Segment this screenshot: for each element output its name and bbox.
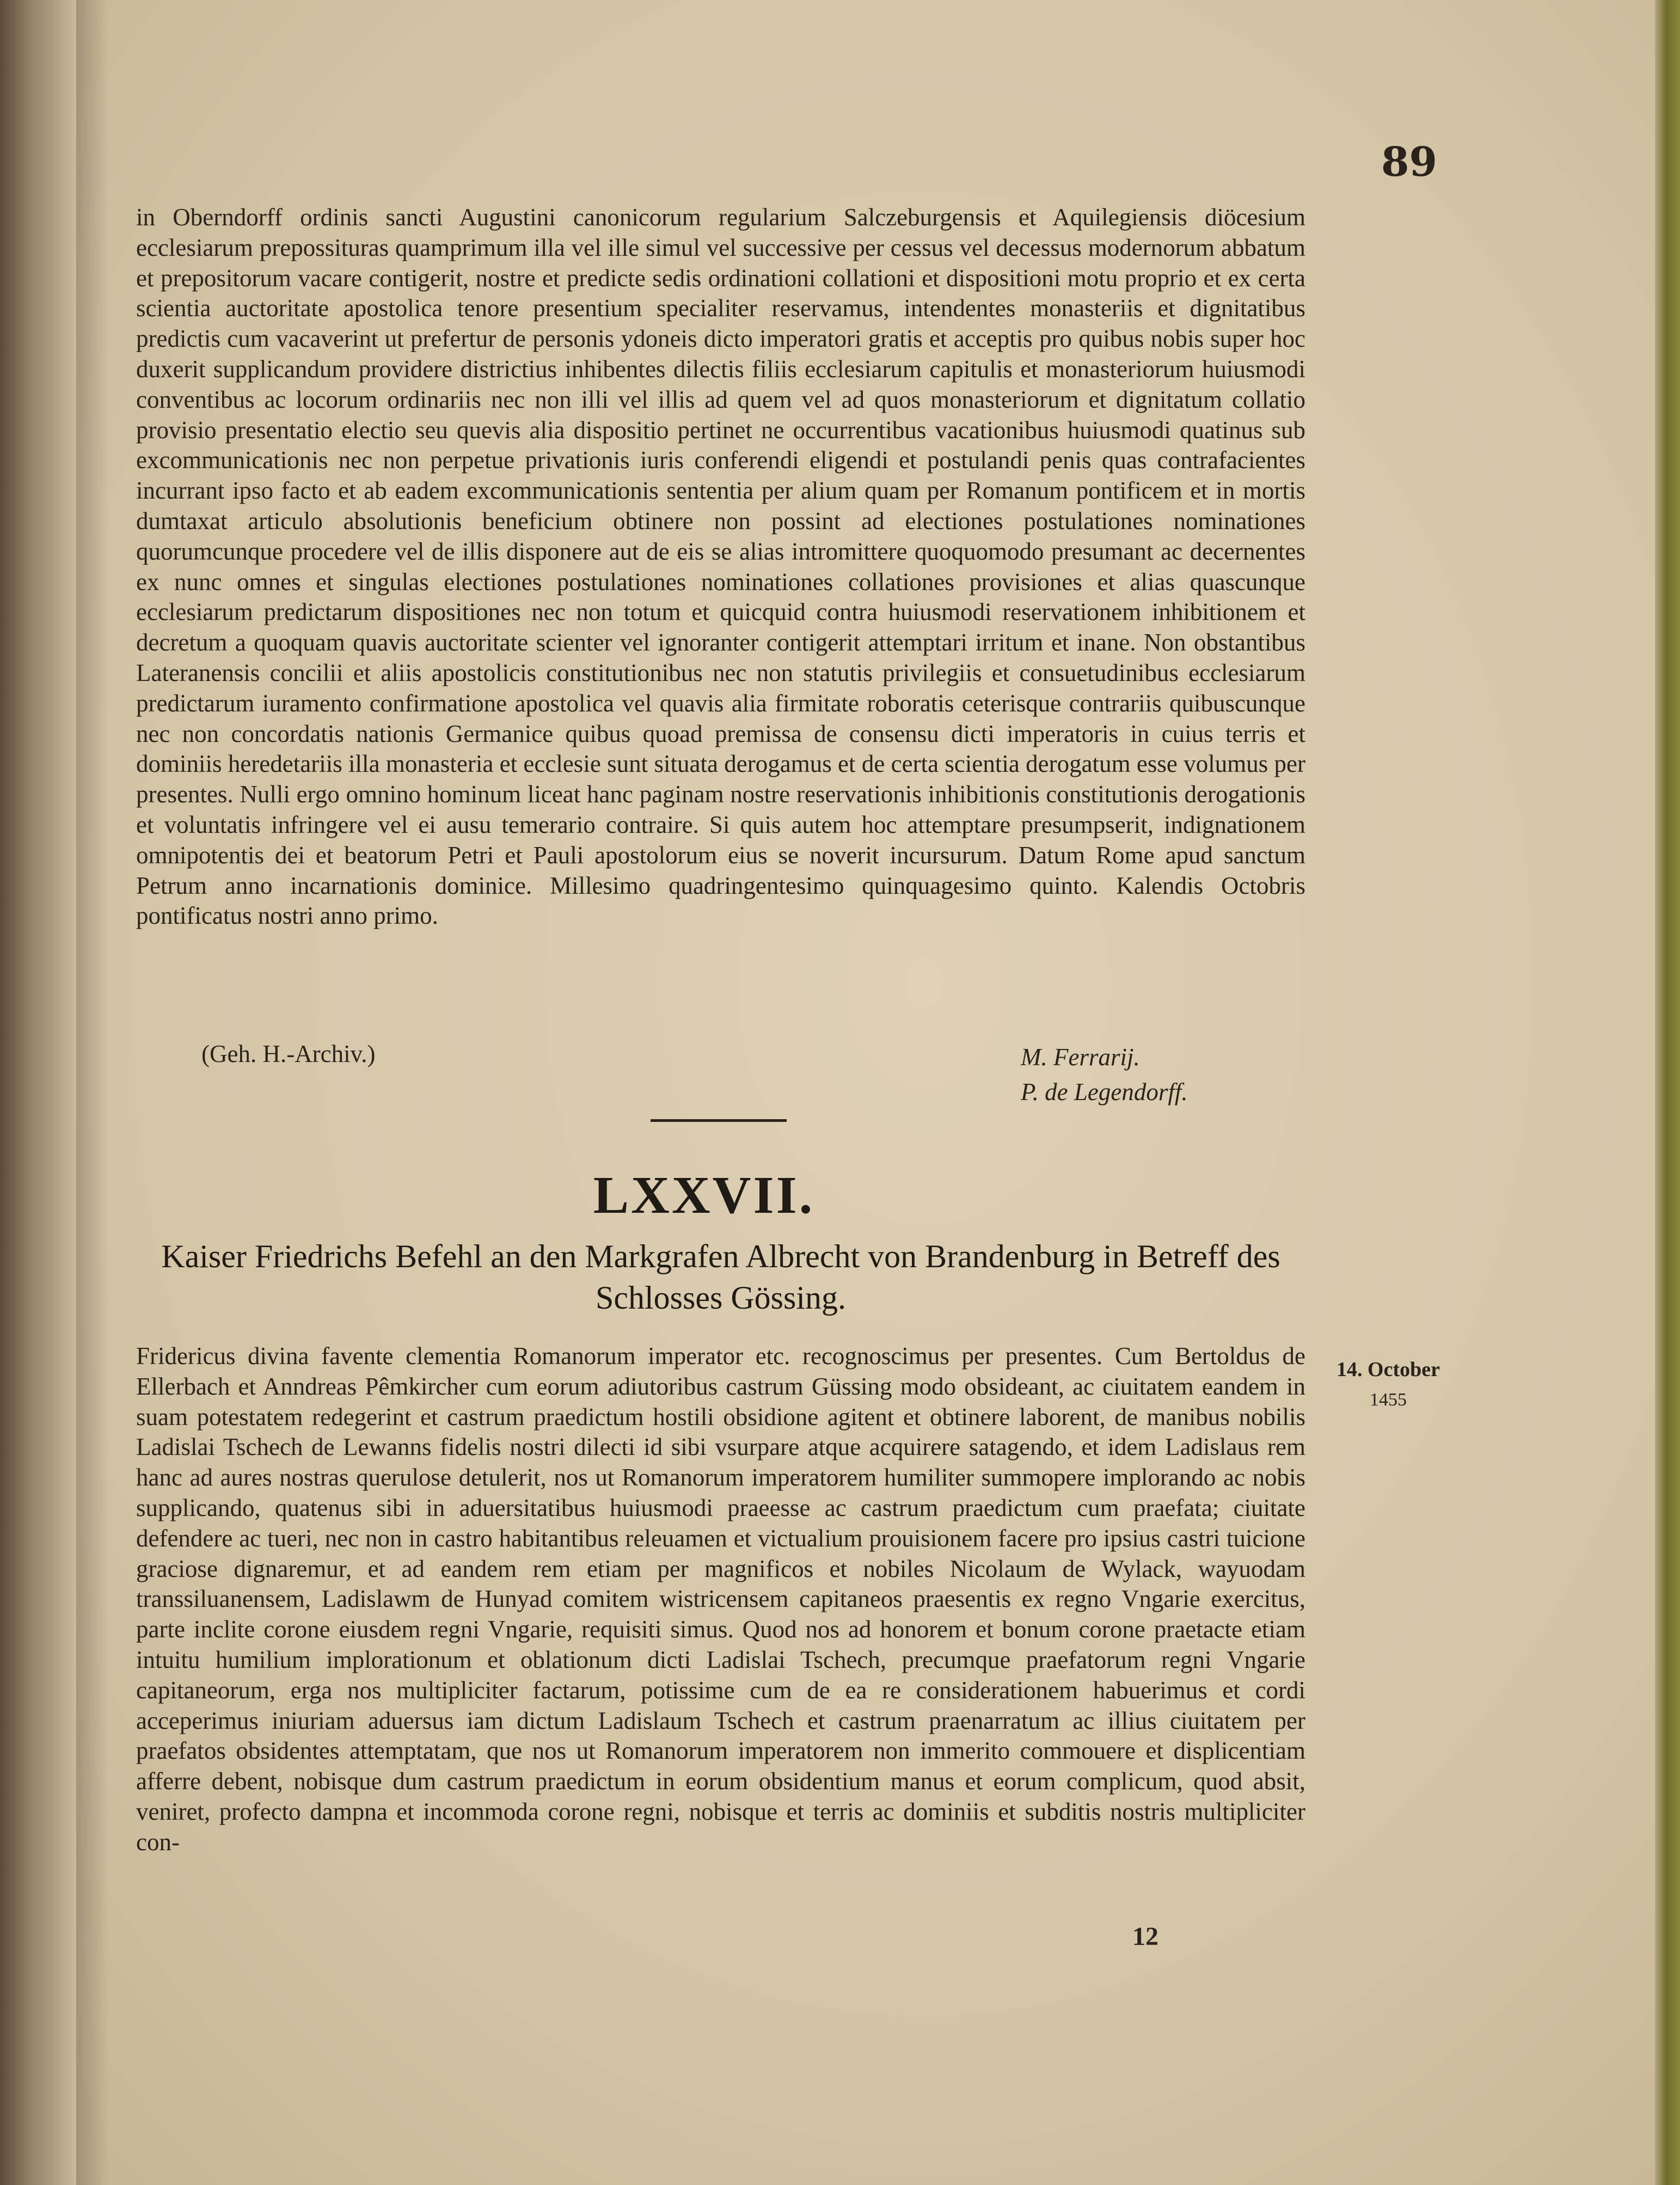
section-divider [651,1119,787,1122]
signatories [1021,1040,1188,1109]
margin-date-year: 1455 [1370,1390,1407,1410]
page-number: 89 [1381,139,1437,186]
book-gutter [0,0,76,2185]
document-number: LXXVII. [593,1166,815,1225]
signature-ferrarij: M. Ferrarij. [1021,1044,1140,1071]
page-edge [1655,0,1680,2185]
printer-signature-mark: 12 [1132,1922,1158,1951]
decree-text-paragraph: Fridericus divina favente clementia Romanorum imperator etc. recognoscimus per presentes. Cum Bertoldus de Ellerbach et Anndreas Pêmkircher cum eorum adiutoribus castrum Güssing modo obsideant, ac ciuitatem eandem in suam potestatem redegerint et castrum praedictum hostili obsidione agitent et obtinere laborent, de manibus nobilis Ladislai Tschech de Lewanns fidelis nostri dilecti id sibi vsurpare atque acquirere satagendo, et idem Ladislaus rem hanc ad aures nostras querulose detulerit, nos ut Romanorum imperatorem humiliter summopere implorando ac nobis supplicando, quatenus sibi in aduersitatibus huiusmodi praeesse ac castrum praedictum cum praefata; ciuitate defendere ac tueri, nec non in castro habitantibus releuamen et victualium prouisionem facere pro ipsius castri tuicione graciose dignaremur, et ad eandem rem etiam per magnificos et nobiles Nicolaum de Wylack, wayuodam transsiluanensem, Ladislawm de Hunyad comitem wistricensem capitaneos praesentis ex regno Vngarie exercitus, parte inclite corone eiusdem regni Vngarie, requisiti simus. Quod nos ad honorem et bonum corone praetacte etiam intuitu humilium implorationum et oblationum dicti Ladislai Tschech, precumque praefatorum regni Vngarie capitaneorum, erga nos multipliciter factarum, potissime cum de ea re considerationem habuerimus et cordi acceperimus iniuriam aduersus iam dictum Ladislaum Tschech et castrum praenarratum ac illius ciuitatem per praefatos obsidentes attemptatam, que nos ut Romanorum imperatorem non immerito commouere et displicentiam afferre debent, nobisque dum castrum praedictum in eorum obsidentium manus et eorum complicum, quod absit, veniret, profecto dampna et incommoda corone regni, nobisque et terris ac dominiis et subditis nostris multipliciter con- [136,1342,1305,1856]
margin-date-day: 14. October [1336,1358,1440,1381]
spine-shadow [76,0,109,2185]
margin-date-note [1328,1354,1448,1415]
signature-legendorff: P. de Legendorff. [1021,1078,1188,1106]
document-heading: Kaiser Friedrichs Befehl an den Markgrafen Albrecht von Brandenburg in Betreff des Schlosses Gössing. [161,1238,1280,1316]
charter-text-paragraph: in Oberndorff ordinis sancti Augustini canonicorum regularium Salczeburgensis et Aquilegiensis diöcesium ecclesiarum prepossituras quamprimum illa vel ille simul vel successive per cessus vel decessus modernorum abbatum et prepositorum vacare contigerit, nostre et predicte sedis ordinationi collationi et dispositioni motu proprio et ex certa scientia auctoritate apostolica tenore presentium specialiter reservamus, intendentes monasteriis et dignitatibus predictis cum vacaverint ut prefertur de personis ydoneis dicto imperatori gratis et acceptis pro quibus nobis super hoc duxerit supplicandum providere districtius inhibentes dilectis filiis ecclesiarum capitulis et monasteriorum huiusmodi conventibus ac locorum ordinariis nec non illi vel illis ad quem vel ad quos monasteriorum et dignitatum collatio provisio presentatio electio seu quevis alia dispositio pertinet ne occurrentibus vacationibus huiusmodi quatinus sub excommunicationis nec non perpetue privationis iuris conferendi eligendi et postulandi penis quas contrafacientes incurrant ipso facto et ab eadem excommunicationis sententia per alium quam per Romanum pontificem et in mortis dumtaxat articulo absolutionis beneficium obtinere non possint ad electiones postulationes nominationes quorumcunque procedere vel de illis disponere aut de eis se alias intromittere quoquomodo presumant ac decernentes ex nunc omnes et singulas electiones postulationes nominationes collationes provisiones et alias quascunque ecclesiarum predictarum dispositiones nec non totum et quicquid contra huiusmodi reservationem inhibitionem et decretum a quoquam quavis auctoritate scienter vel ignoranter contigerit attemptari irritum et inane. Non obstantibus Lateranensis concilii et aliis apostolicis constitutionibus nec non statutis privilegiis et consuetudinibus ecclesiarum predictarum iuramento confirmatione apostolica vel quavis alia firmitate roboratis ceterisque contrariis quibuscunque nec non concordatis nationis Germanice quibus quoad premissa de consensu dicti imperatoris in cuius terris et dominiis heredetariis illa monasteria et ecclesie sunt situata derogamus et de certa scientia derogatum esse volumus per presentes. Nulli ergo omnino hominum liceat hanc paginam nostre reservationis inhibitionis constitutionis derogationis et voluntatis infringere vel ei ausu temerario contraire. Si quis autem hoc attemptare presumpserit, indignationem omnipotentis dei et beatorum Petri et Pauli apostolorum eius se noverit incursurum. Datum Rome apud sanctum Petrum anno incarnationis dominice. Millesimo quadringentesimo quinquagesimo quinto. Kalendis Octobris pontificatus nostri anno primo. [136,204,1305,930]
archive-source-note: (Geh. H.-Archiv.) [201,1040,376,1067]
